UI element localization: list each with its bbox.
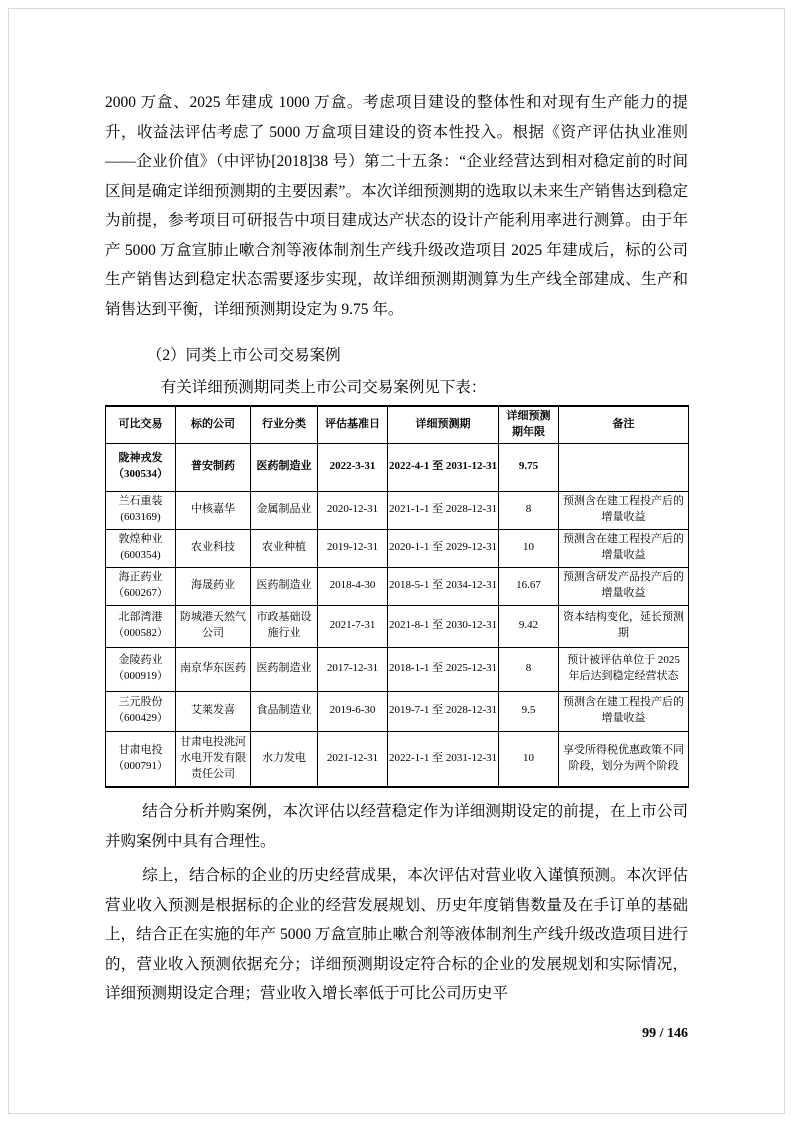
cell-forecast-years: 16.67 [499,567,559,605]
cell-base-date: 2019-12-31 [318,529,388,567]
cell-forecast-period: 2021-1-1 至 2028-12-31 [388,491,499,529]
cell-forecast-period: 2019-7-1 至 2028-12-31 [388,691,499,731]
cell-comparable-transaction: 敦煌种业 (600354) [106,529,176,567]
table-intro-text: 有关详细预测期同类上市公司交易案例见下表： [160,378,487,396]
cell-base-date: 2019-6-30 [318,691,388,731]
cell-industry: 医药制造业 [251,647,318,691]
cell-comparable-transaction: 甘肃电投 （000791） [106,731,176,787]
page-number: 99 / 146 [642,1025,688,1041]
header-forecast-years: 详细预测期年限 [499,406,559,443]
cell-base-date: 2018-4-30 [318,567,388,605]
cell-target-company: 农业科技 [176,529,251,567]
table-row [106,605,689,647]
cell-target-company: 中核嘉华 [176,491,251,529]
cell-industry: 食品制造业 [251,691,318,731]
cell-base-date: 2022-3-31 [318,443,388,491]
cell-remark [559,443,689,491]
cell-forecast-years: 9.75 [499,443,559,491]
paragraph-conclusion-cases: 结合分析并购案例，本次评估以经营稳定作为详细测期设定的前提，在上市公司并购案例中具有合理性。 [105,803,688,850]
cell-industry: 水力发电 [251,731,318,787]
header-comparable-transaction: 可比交易 [106,406,176,443]
table-row [106,491,689,529]
cell-remark: 预测含研发产品投产后的增量收益 [559,567,689,605]
table-row [106,567,689,605]
comparable-transactions-table [105,405,689,788]
cell-comparable-transaction: 三元股份 （600429） [106,691,176,731]
cell-industry: 医药制造业 [251,567,318,605]
cell-forecast-period: 2022-1-1 至 2031-12-31 [388,731,499,787]
cell-remark: 享受所得税优惠政策不同阶段，划分为两个阶段 [559,731,689,787]
cell-forecast-years: 9.5 [499,691,559,731]
cell-base-date: 2017-12-31 [318,647,388,691]
header-remark: 备注 [559,406,689,443]
cell-forecast-period: 2018-5-1 至 2034-12-31 [388,567,499,605]
cell-remark: 资本结构变化，延长预测期 [559,605,689,647]
document-content [105,88,688,1042]
cell-comparable-transaction: 北部湾港 （000582） [106,605,176,647]
table-row [106,691,689,731]
cell-target-company: 防城港天然气公司 [176,605,251,647]
paragraph-summary: 综上，结合标的企业的历史经营成果，本次评估对营业收入谨慎预测。本次评估营业收入预测是根据标的企业的经营发展规划、历史年度销售数量及在手订单的基础上，结合正在实施的年产 5000 万盒宣肺止嗽合剂等液体制剂生产线升级改造项目进行的，营业收入预测依据充分；详细预测期设定符合标的企业的发展规划和实际情况，详细预测期设定合理；营业收入增长率低于可比公司历史平 [105,867,688,1003]
table-header-row [106,406,689,443]
section-heading-comparable-cases: （2）同类上市公司交易案例 [146,347,341,364]
cell-base-date: 2021-7-31 [318,605,388,647]
cell-comparable-transaction: 兰石重装 (603169) [106,491,176,529]
cell-forecast-period: 2022-4-1 至 2031-12-31 [388,443,499,491]
cell-forecast-years: 9.42 [499,605,559,647]
cell-industry: 市政基础设施行业 [251,605,318,647]
header-target-company: 标的公司 [176,406,251,443]
table-row [106,443,689,491]
cell-forecast-period: 2021-8-1 至 2030-12-31 [388,605,499,647]
cell-industry: 医药制造业 [251,443,318,491]
cell-remark: 预测含在建工程投产后的增量收益 [559,491,689,529]
cell-base-date: 2020-12-31 [318,491,388,529]
table-row [106,529,689,567]
cell-comparable-transaction: 海正药业 （600267） [106,567,176,605]
header-base-date: 评估基准日 [318,406,388,443]
cell-base-date: 2021-12-31 [318,731,388,787]
cell-comparable-transaction: 金陵药业 （000919） [106,647,176,691]
cell-industry: 金属制品业 [251,491,318,529]
cell-forecast-years: 10 [499,529,559,567]
cell-target-company: 海晟药业 [176,567,251,605]
cell-target-company: 南京华东医药 [176,647,251,691]
cell-forecast-period: 2018-1-1 至 2025-12-31 [388,647,499,691]
paragraph-forecast-period: 2000 万盒、2025 年建成 1000 万盒。考虑项目建设的整体性和对现有生产能力的提升，收益法评估考虑了 5000 万盒项目建设的资本性投入。根据《资产评估执业准则——企业价值》（中评协[2018]38 号）第二十五条：“企业经营达到相对稳定前的时间区间是确定详细预测期的主要因素”。本次详细预测期的选取以未来生产销售达到稳定为前提，参考项目可研报告中项目建成达产状态的设计产能利用率进行测算。由于年产 5000 万盒宣肺止嗽合剂等液体制剂生产线升级改造项目 2025 年建成后，标的公司生产销售达到稳定状态需要逐步实现，故详细预测期测算为生产线全部建成、生产和销售达到平衡，详细预测期设定为 9.75 年。 [105,94,688,318]
cell-remark: 预计被评估单位于 2025 年后达到稳定经营状态 [559,647,689,691]
table-row [106,731,689,787]
cell-remark: 预测含在建工程投产后的增量收益 [559,691,689,731]
cell-target-company: 艾莱发喜 [176,691,251,731]
table-body [106,443,689,787]
header-forecast-period: 详细预测期 [388,406,499,443]
cell-remark: 预测含在建工程投产后的增量收益 [559,529,689,567]
cell-target-company: 甘肃电投洮河水电开发有限责任公司 [176,731,251,787]
cell-target-company: 普安制药 [176,443,251,491]
table-row [106,647,689,691]
cell-forecast-years: 8 [499,647,559,691]
header-industry: 行业分类 [251,406,318,443]
cell-forecast-period: 2020-1-1 至 2029-12-31 [388,529,499,567]
cell-forecast-years: 10 [499,731,559,787]
cell-industry: 农业种植 [251,529,318,567]
cell-forecast-years: 8 [499,491,559,529]
cell-comparable-transaction: 陇神戎发 （300534） [106,443,176,491]
